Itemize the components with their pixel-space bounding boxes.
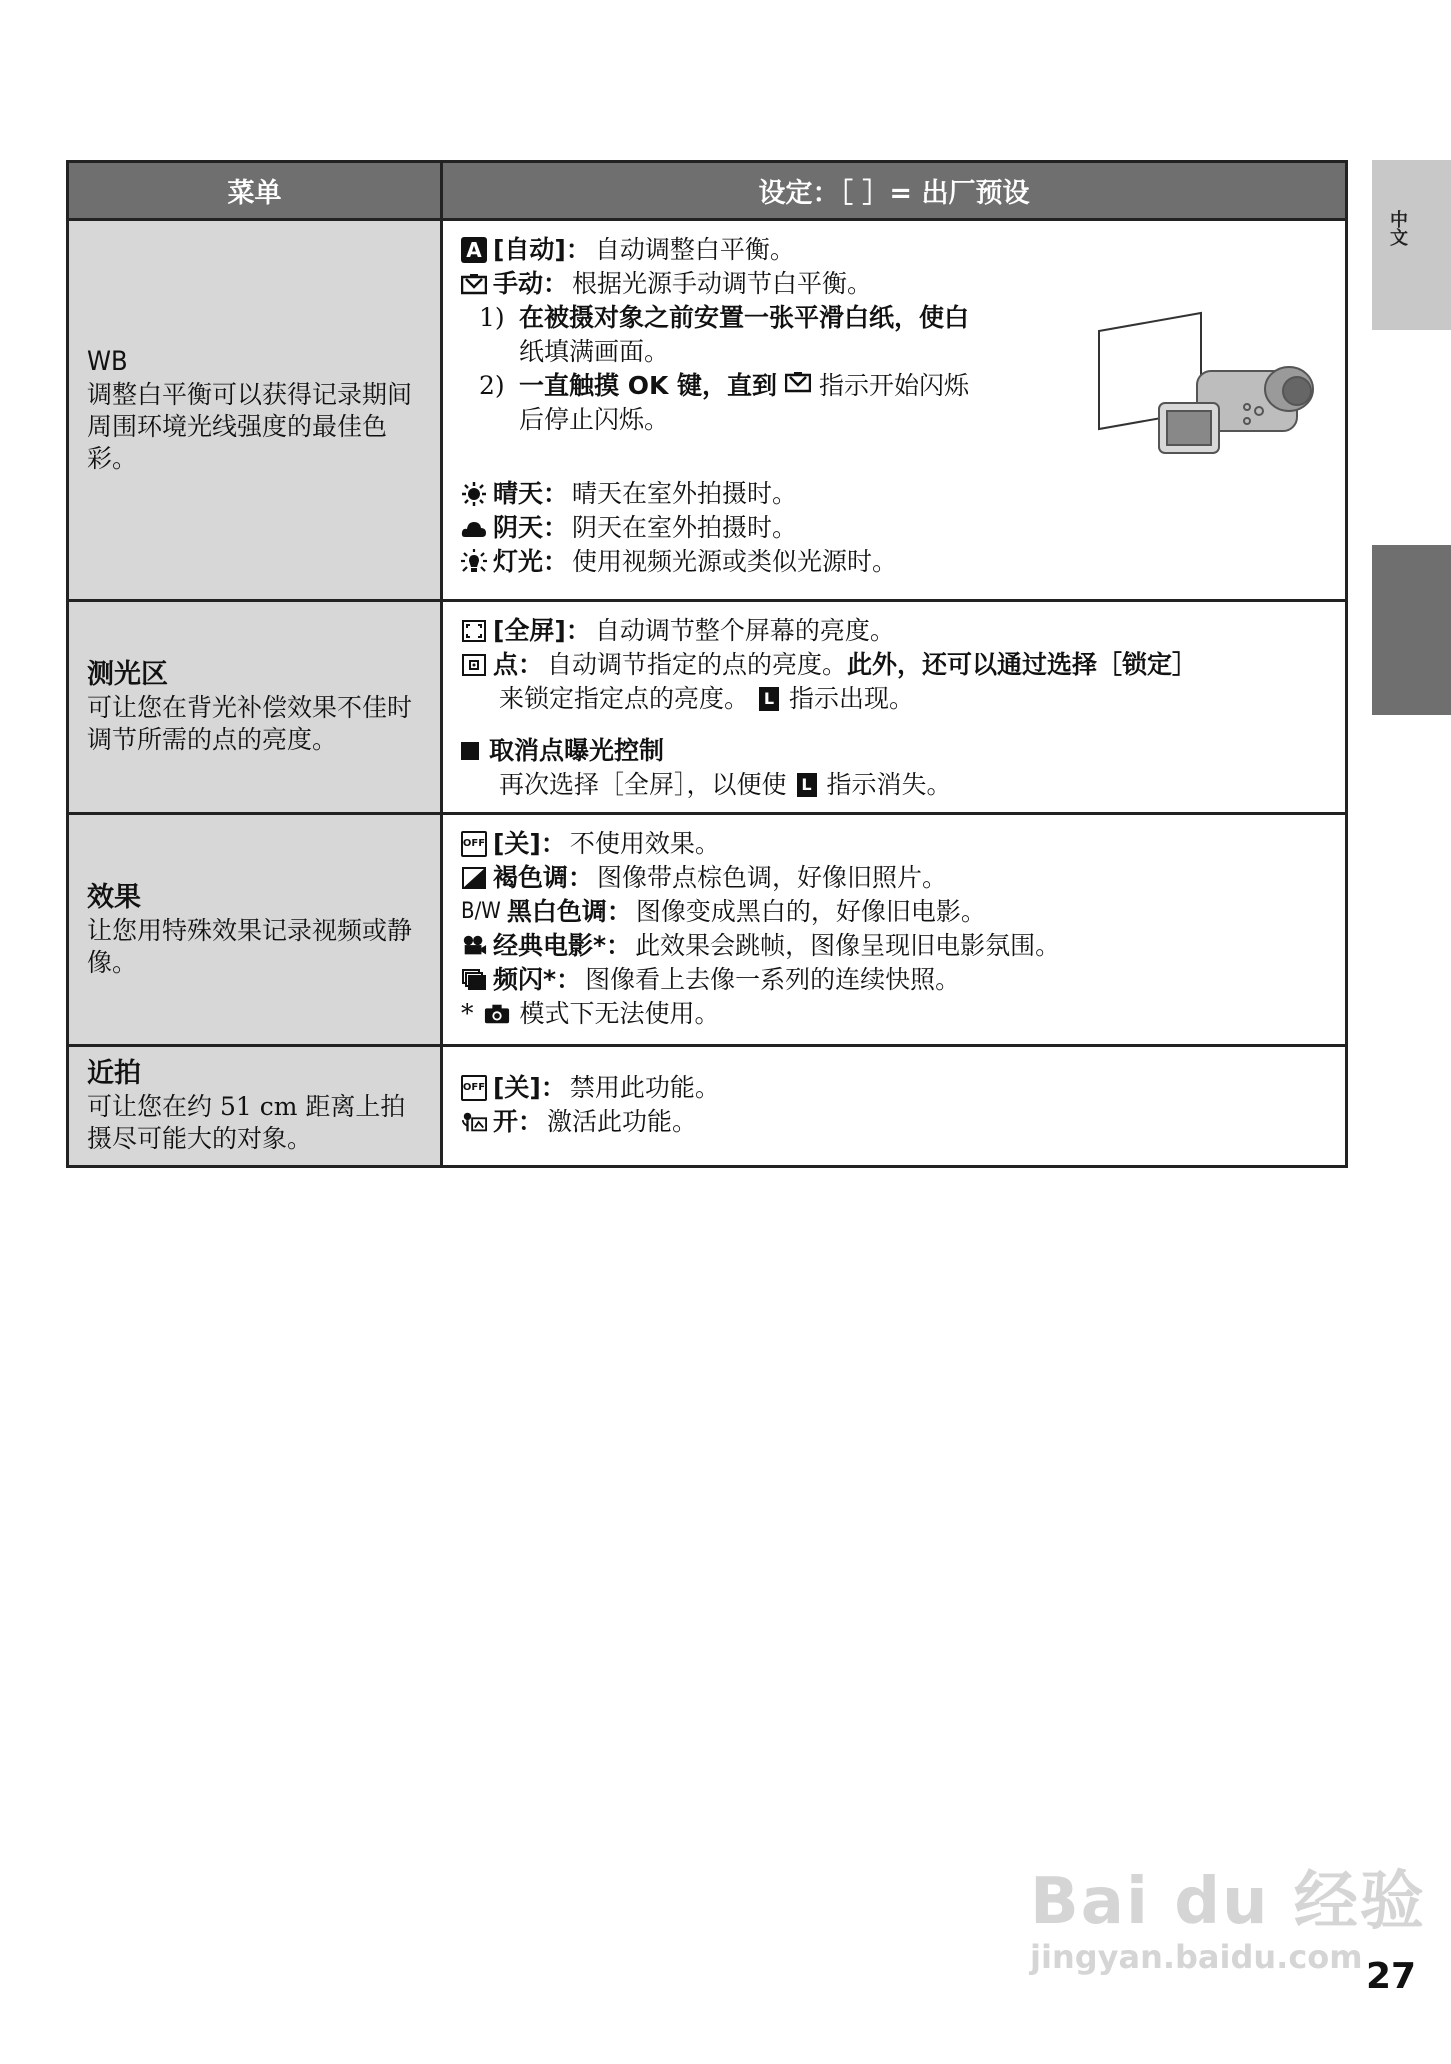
macro-menu-cell	[68, 1046, 442, 1167]
effect-title: 效果	[87, 881, 141, 913]
step-2-line-2: 后停止闪烁。	[519, 405, 670, 434]
macro-off-option	[461, 1071, 1329, 1105]
wb-auto-label: [自动]：	[493, 235, 591, 264]
macro-on-label: 开：	[493, 1107, 544, 1136]
sun-icon	[461, 481, 487, 507]
effect-sepia-option	[461, 861, 1329, 895]
effect-off-option	[461, 827, 1329, 861]
wb-cloudy-option	[461, 511, 1329, 545]
metering-menu-cell	[68, 601, 442, 814]
metering-spot-cont	[461, 682, 1329, 716]
spot-icon	[461, 652, 487, 678]
halogen-bulb-icon	[461, 549, 487, 575]
metering-spot-desc-2b: 指示出现。	[789, 684, 915, 713]
step-2-number: 2)	[479, 371, 505, 400]
step-1-line-2: 纸填满画面。	[519, 337, 670, 366]
metering-full-label: [全屏]：	[493, 616, 591, 645]
effect-strobe-option	[461, 963, 1329, 997]
step-2-line-1: 一直触摸 OK 键，直到	[519, 371, 778, 400]
metering-cancel-heading	[461, 734, 1329, 768]
wb-auto-option	[461, 233, 1329, 267]
cloud-icon	[461, 515, 487, 541]
row-effect	[68, 814, 1347, 1046]
macro-description: 可让您在约 51 cm 距离上拍摄尽可能大的对象。	[87, 1092, 406, 1153]
step-2-line-1b: 指示开始闪烁	[819, 371, 970, 400]
manual-wb-icon	[785, 369, 811, 395]
wb-settings-cell	[442, 220, 1347, 601]
effect-bw-desc: 图像变成黑白的，好像旧电影。	[635, 897, 986, 926]
metering-cancel-desc	[461, 768, 1329, 802]
wb-halogen-option	[461, 545, 1329, 579]
effect-sepia-label: 褐色调：	[493, 863, 594, 892]
effect-sepia-desc: 图像带点棕色调，好像旧照片。	[597, 863, 948, 892]
header-menu: 菜单	[68, 162, 442, 220]
metering-cancel-title: 取消点曝光控制	[489, 736, 665, 765]
wb-auto-desc: 自动调整白平衡。	[594, 235, 795, 264]
wb-manual-label: 手动：	[493, 269, 569, 298]
row-wb	[68, 220, 1347, 601]
off-icon: OFF	[461, 831, 487, 857]
watermark-url: jingyan.baidu.com	[1030, 1938, 1363, 1976]
strobe-icon	[461, 967, 487, 993]
metering-full-option	[461, 614, 1329, 648]
film-camera-icon	[461, 933, 487, 959]
effect-off-label: [关]：	[493, 829, 566, 858]
wb-halogen-label: 灯光：	[493, 547, 569, 576]
wb-sunny-option	[461, 477, 1329, 511]
wb-sunny-desc: 晴天在室外拍摄时。	[572, 479, 798, 508]
step-1-number: 1)	[479, 303, 505, 332]
effect-settings-cell	[442, 814, 1347, 1046]
effect-film-label: 经典电影*：	[493, 931, 632, 960]
settings-table	[66, 160, 1348, 1168]
wb-cloudy-desc: 阴天在室外拍摄时。	[572, 513, 798, 542]
step-1-line-1: 在被摄对象之前安置一张平滑白纸，使白	[519, 303, 970, 332]
metering-title: 测光区	[87, 659, 168, 690]
effect-strobe-label: 频闪*：	[493, 965, 582, 994]
effect-menu-cell	[68, 814, 442, 1046]
macro-off-desc: 禁用此功能。	[569, 1073, 720, 1102]
macro-settings-cell	[442, 1046, 1347, 1167]
metering-cancel-desc-1: 再次选择［全屏］，以便使	[499, 770, 787, 799]
macro-on-desc: 激活此功能。	[547, 1107, 698, 1136]
note-desc: 模式下无法使用。	[519, 999, 720, 1028]
lock-icon: L	[759, 687, 779, 711]
effect-bw-option	[461, 895, 1329, 929]
metering-full-desc: 自动调节整个屏幕的亮度。	[594, 616, 895, 645]
effect-film-desc: 此效果会跳帧，图像呈现旧电影氛围。	[635, 931, 1061, 960]
header-settings: 设定：［ ］= 出厂预设	[442, 162, 1347, 220]
metering-description: 可让您在背光补偿效果不佳时调节所需的点的亮度。	[87, 693, 413, 754]
wb-description: 调整白平衡可以获得记录期间周围环境光线强度的最佳色彩。	[87, 380, 413, 473]
effect-bw-label: 黑白色调：	[506, 897, 632, 926]
macro-title: 近拍	[87, 1058, 141, 1089]
wb-halogen-desc: 使用视频光源或类似光源时。	[572, 547, 898, 576]
bw-icon: B/W	[461, 899, 501, 924]
page-number: 27	[1366, 1956, 1417, 1997]
sepia-icon	[461, 865, 487, 891]
macro-on-option	[461, 1105, 1329, 1139]
effect-off-desc: 不使用效果。	[569, 829, 720, 858]
metering-spot-label: 点：	[493, 650, 544, 679]
macro-flower-icon	[461, 1109, 487, 1135]
metering-spot-desc-1: 自动调节指定的点的亮度。	[547, 650, 848, 679]
bullet-square-icon	[461, 742, 479, 760]
lock-icon: L	[797, 773, 817, 797]
full-screen-icon	[461, 618, 487, 644]
effect-strobe-desc: 图像看上去像一系列的连续快照。	[585, 965, 961, 994]
effect-description: 让您用特殊效果记录视频或静像。	[87, 915, 413, 977]
auto-wb-icon: A	[461, 237, 487, 263]
section-marker-tab	[1372, 545, 1451, 715]
table-header	[68, 162, 1347, 220]
camcorder-white-paper-illustration	[1079, 311, 1319, 470]
row-metering	[68, 601, 1347, 814]
metering-spot-desc-1b: 此外，还可以通过选择［锁定］	[847, 650, 1198, 679]
metering-spot-desc-2: 来锁定指定点的亮度。	[499, 684, 750, 713]
off-icon: OFF	[461, 1075, 487, 1101]
still-camera-icon	[484, 1001, 510, 1027]
effect-note	[461, 997, 1329, 1031]
wb-manual-desc: 根据光源手动调节白平衡。	[572, 269, 873, 298]
note-star: *	[461, 999, 474, 1028]
wb-sunny-label: 晴天：	[493, 479, 569, 508]
wb-menu-cell	[68, 220, 442, 601]
manual-wb-icon	[461, 271, 487, 297]
metering-cancel-desc-2: 指示消失。	[826, 770, 952, 799]
effect-film-option	[461, 929, 1329, 963]
metering-settings-cell	[442, 601, 1347, 814]
wb-title: WB	[87, 346, 128, 377]
macro-off-label: [关]：	[493, 1073, 566, 1102]
wb-cloudy-label: 阴天：	[493, 513, 569, 542]
wb-manual-option	[461, 267, 1329, 301]
watermark-brand: Bai du 经验	[1030, 1865, 1426, 1939]
metering-spot-option	[461, 648, 1329, 682]
row-tele-macro	[68, 1046, 1347, 1167]
language-tab-label: 中文	[1387, 210, 1408, 246]
